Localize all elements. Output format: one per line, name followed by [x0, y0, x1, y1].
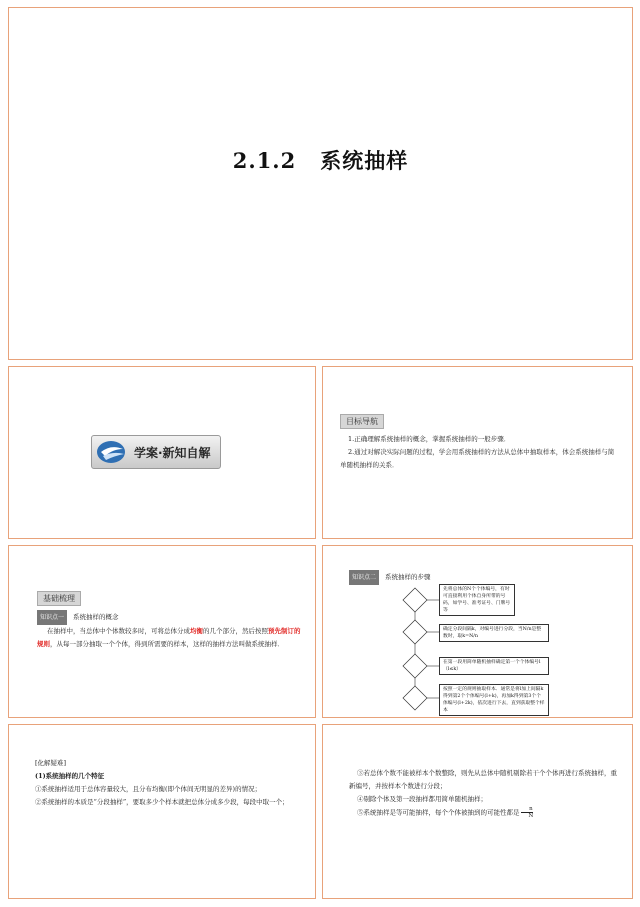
highlight-balanced: 均衡 [190, 627, 203, 635]
section-badge[interactable] [91, 435, 221, 469]
knowledge-label: 知识点一 [37, 610, 67, 625]
diamond-1 [403, 588, 427, 612]
clarify-subheading: (1)系统抽样的几个特征 [35, 772, 105, 780]
clarify-item-1: ①系统抽样适用于总体容量较大，且分布均衡(即个体间无明显的差异)的情况； [35, 785, 262, 793]
badge-label: 学案·新知自解 [134, 445, 211, 460]
flow-step-4: 按照一定的规则抽取样本．通常是将l加上间隔k得到第2个个体编号(l+k)，再加k得到第3个个体编号(l+2k)，依次进行下去，直到获取整个样本 [439, 684, 549, 716]
slide-title [8, 7, 633, 360]
diamond-2 [403, 620, 427, 644]
flow-step-1: 先将总体的N个个体编号，有时可直接利用个体自身所带的号码，如学号、准考证号、门牌号等 [439, 584, 515, 616]
concept-paragraph: 在抽样中，当总体中个体数较多时，可将总体分成均衡的几个部分，然后按照预先制订的规则，从每一部分抽取一个个体，得到所需要的样本，这样的抽样方法叫做系统抽样． [37, 627, 301, 648]
slide-concept [8, 545, 316, 718]
diamond-3 [403, 654, 427, 678]
title-text: 系统抽样 [320, 148, 409, 173]
basics-tag: 基础梳理 [37, 591, 81, 606]
page-title [9, 145, 632, 175]
knowledge-title: 系统抽样的概念 [73, 613, 119, 621]
clarify-item-2: ②系统抽样的本质是“分段抽样”，要取多少个样本就把总体分成多少段，每段中取一个； [35, 798, 289, 806]
clarify-item-4: ④剔除个体及第一段抽样都用简单随机抽样； [357, 795, 487, 803]
clarify-item-5: ⑤系统抽样是等可能抽样，每个个体被抽到的可能性都是 $\frac{n}{N}$ [357, 806, 534, 819]
slide-clarify-1 [8, 724, 316, 899]
slide-clarify-2 [322, 724, 633, 899]
highlight-rule: 预先制订的规则 [37, 627, 301, 648]
slide-steps [322, 545, 633, 718]
goal-item-2: 2.通过对解决实际问题的过程，学会用系统抽样的方法从总体中抽取样本，体会系统抽样与简单随机抽样的关系． [340, 448, 615, 469]
knowledge-title-2: 系统抽样的步骤 [385, 573, 431, 581]
clarify-heading: [化解疑难] [35, 759, 67, 767]
probability-fraction: $\frac{n}{N}$ [521, 806, 534, 819]
book-icon [96, 439, 128, 465]
flow-step-2: 确定分段间隔k，对编号进行分段，当N/n是整数时，取k=N/n [439, 624, 549, 642]
slide-goals [322, 366, 633, 539]
steps-flowchart [343, 570, 558, 715]
slide-section-badge [8, 366, 316, 539]
title-number: 2.1.2 [232, 148, 297, 173]
flow-step-3: 在第一段用简单随机抽样确定第一个个体编号l（l≤k） [439, 657, 549, 675]
goal-item-1: 1.正确理解系统抽样的概念，掌握系统抽样的一般步骤． [348, 435, 511, 443]
clarify-item-3: ③若总体个数不能被样本个数整除，则先从总体中随机剔除若干个个体再进行系统抽样，重新编号，并按样本个数进行分段； [349, 769, 617, 790]
diamond-4 [403, 686, 427, 710]
goals-tag: 目标导航 [340, 414, 384, 429]
knowledge-label-2: 知识点二 [349, 570, 379, 585]
